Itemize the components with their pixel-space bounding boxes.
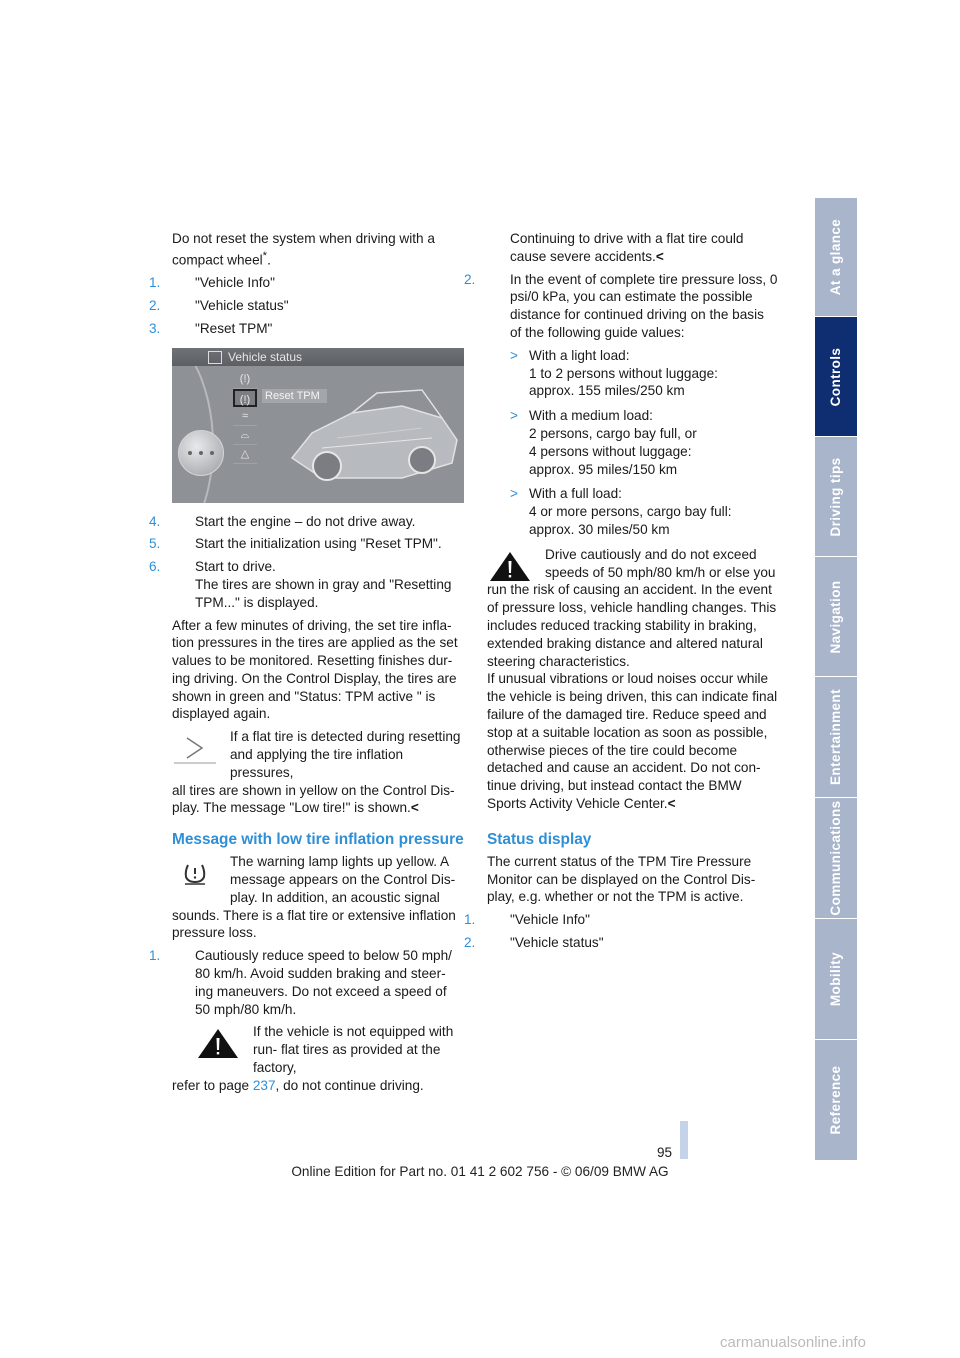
page-link-237[interactable]: 237 (252, 1077, 276, 1093)
footer-edition: Online Edition for Part no. 01 41 2 602 756 - © 06/09 BMW AG (291, 1164, 669, 1179)
intro-text: Do not reset the system when driving with a compact wheel*. (172, 231, 435, 268)
controller-ring (172, 348, 214, 503)
tab-mobility[interactable]: Mobility (815, 919, 857, 1040)
runflat-note (195, 1023, 464, 1076)
tab-at-a-glance[interactable]: At a glance (815, 198, 857, 317)
load-full: > With a full load: 4 or more persons, cargo bay full: approx. 30 miles/50 km (510, 486, 732, 537)
screen-title-bar (172, 348, 464, 366)
menu-icon (208, 351, 222, 364)
after-text: After a few minutes of driving, the set tire infla- tion pressures in the tires are applied as the set values to be monitored. Resetting finishes dur- ing driving. On the Control Display, the tires are shown in green and "Status: TPM active " is displayed again. (172, 617, 458, 722)
status-step-1: 1. "Vehicle Info" (464, 912, 590, 928)
note-arrow-icon (172, 732, 218, 764)
step-6-detail: The tires are shown in gray and "Resetting TPM..." is displayed. (195, 576, 452, 610)
tab-entertainment[interactable]: Entertainment (815, 677, 857, 798)
reset-tpm-icon: (!) (233, 389, 257, 407)
controller-knob-icon (178, 430, 224, 476)
screen-title: Vehicle status (228, 349, 303, 364)
oil-icon: ≈ (233, 407, 257, 426)
tab-communications[interactable]: Communications (815, 798, 857, 919)
step-3: 3. "Reset TPM" (149, 320, 273, 336)
page-number: 95 (656, 1145, 672, 1160)
screen-menu (233, 370, 257, 462)
tire-icon: (!) (233, 370, 257, 389)
warning-triangle-icon (487, 550, 533, 582)
tire-pressure-warning-icon (172, 857, 218, 889)
continuing-text: Continuing to drive with a flat tire could cause severe accidents.< (510, 231, 744, 264)
vehicle-status-screenshot (172, 348, 464, 503)
runflat-note-body: If the vehicle is not equipped with run- flat tires as provided at the factory, (195, 1023, 464, 1076)
page-marker (680, 1121, 688, 1159)
step-6: 6. Start to drive. (149, 559, 276, 575)
warning-lamp-note: The warning lamp lights up yellow. A message appears on the Control Dis- play. In addition, an acoustic signal (172, 853, 464, 906)
step-2: 2. "Vehicle status" (149, 297, 289, 313)
left-column (149, 230, 464, 1100)
step-5: 5. Start the initialization using "Reset TPM". (149, 536, 442, 552)
warning-lamp-cont: sounds. There is a flat tire or extensive inflation pressure loss. (172, 907, 456, 941)
chapter-tabs (815, 198, 857, 1160)
section-heading-low-pressure: Message with low tire inflation pressure (172, 831, 464, 849)
caution-note: Drive cautiously and do not exceed speeds of 50 mph/80 km/h or else you (487, 546, 779, 582)
right-column (464, 230, 779, 957)
tab-controls[interactable]: Controls (815, 317, 857, 437)
warning-triangle-icon (195, 1027, 241, 1059)
warning-icon: △ (233, 445, 257, 464)
step-2-pressure-loss: 2. In the event of complete tire pressure loss, 0 psi/0 kPa, you can estimate the possible distance for continued driving on the basis of the following guide values: (464, 271, 778, 340)
tab-reference[interactable]: Reference (815, 1040, 857, 1161)
caution-vibration: If unusual vibrations or loud noises occur while the vehicle is being driven, this can indicate final failure of the damaged tire. Reduce speed and stop at a suitable location as soon as possible, otherwise pieces of the tire could become detached and cause an accident. Do not con- tinue driving, but instead contact the BMW Sports Activity Vehicle Center.< (487, 671, 778, 811)
tab-driving-tips[interactable]: Driving tips (815, 437, 857, 557)
status-step-2: 2. "Vehicle status" (464, 934, 604, 950)
load-light: > With a light load: 1 to 2 persons without luggage: approx. 155 miles/250 km (510, 347, 718, 399)
flat-tire-note: If a flat tire is detected during resetting and applying the tire inflation pressures, (172, 728, 464, 781)
car-icon: ⌓ (233, 426, 257, 445)
section-heading-status: Status display (487, 830, 592, 848)
status-text: The current status of the TPM Tire Pressure Monitor can be displayed on the Control Dis- play, e.g. whether or not the TPM is active. (487, 853, 756, 905)
caution-cont: run the risk of causing an accident. In the event of pressure loss, vehicle handling changes. This includes reduced tracking stability in braking, extended braking distance and altered natural steering characteristics. (487, 582, 777, 669)
reset-tpm-label: Reset TPM (262, 389, 327, 403)
step-1: 1. "Vehicle Info" (149, 275, 275, 291)
vehicle-illustration (282, 378, 462, 493)
step-reduce-speed: 1. Cautiously reduce speed to below 50 mph/ 80 km/h. Avoid sudden braking and steer- ing maneuvers. Do not exceed a speed of 50 mph/80 km/h. (149, 948, 452, 1017)
tab-navigation[interactable]: Navigation (815, 557, 857, 677)
load-medium: > With a medium load: 2 persons, cargo bay full, or 4 persons without luggage: approx. 95 miles/150 km (510, 408, 697, 477)
step-4: 4. Start the engine – do not drive away. (149, 513, 416, 529)
watermark: carmanualsonline.info (720, 1334, 866, 1351)
runflat-cont: refer to page 237, do not continue driving. (172, 1077, 424, 1093)
flat-tire-note-cont: all tires are shown in yellow on the Control Dis- play. The message "Low tire!" is shown.< (172, 782, 455, 816)
